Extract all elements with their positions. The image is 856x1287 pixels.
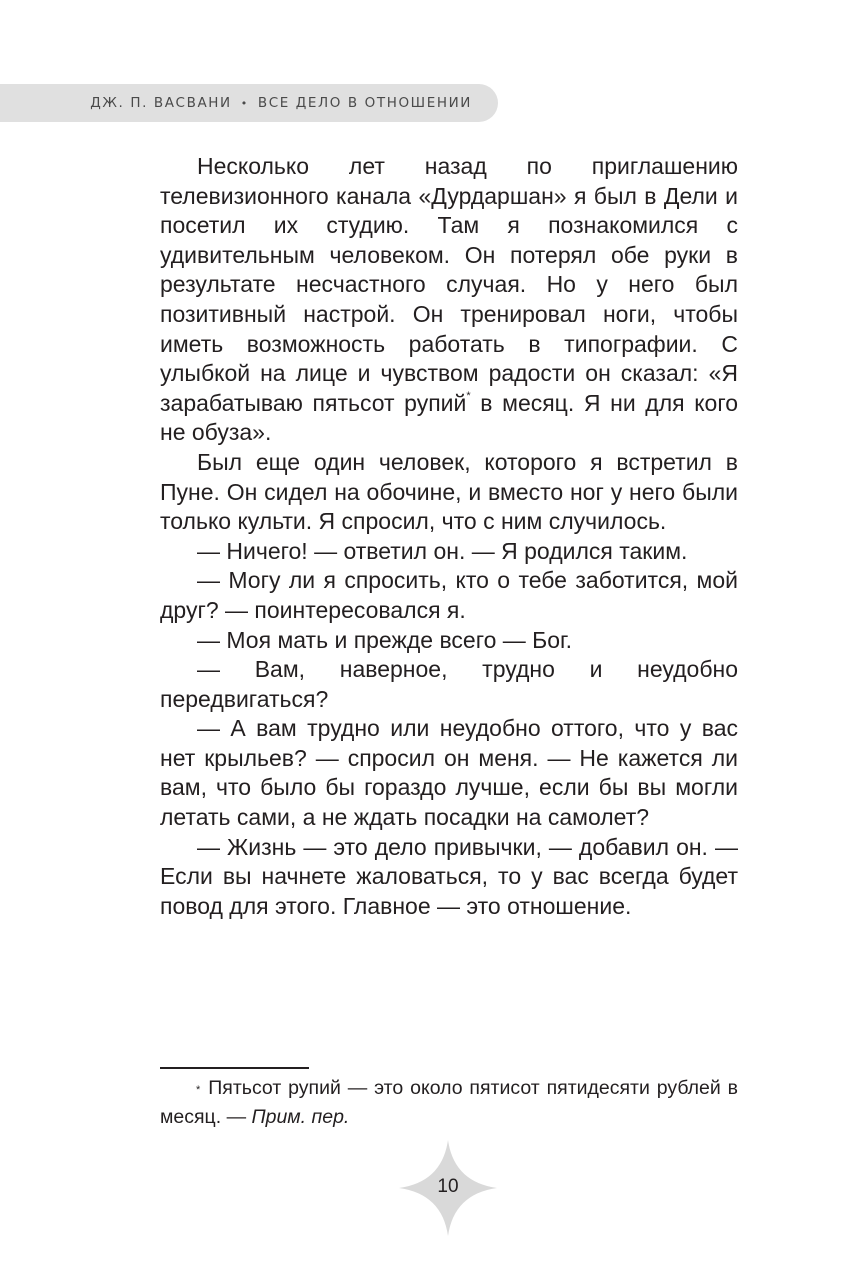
paragraph-4: — Могу ли я спросить, кто о тебе заботится, мой друг? — поинтересовался я. bbox=[160, 567, 738, 623]
body-text bbox=[160, 152, 738, 921]
paragraph-2: Был еще один человек, которого я встретил в Пуне. Он сидел на обочине, и вместо ног у него были только культи. Я спросил, что с ним случилось. bbox=[160, 448, 738, 535]
paragraph-7: — А вам трудно или неудобно оттого, что у вас нет крыльев? — спросил он меня. — Не кажется ли вам, что было бы гораздо лучше, если бы вы могли летать сами, а не ждать посадки на самолет? bbox=[160, 715, 738, 831]
paragraph-6: — Вам, наверное, трудно и неудобно передвигаться? bbox=[160, 656, 738, 712]
footnote-mark: * bbox=[196, 1084, 201, 1096]
paragraph-1-text-a: Несколько лет назад по приглашению телевизионного канала «Дурдаршан» я был в Дели и посетил их студию. Там я познакомился с удивительным человеком. Он потерял обе руки в результате несчастного случая. Но у него был позитивный настрой. Он тренировал ноги, чтобы иметь возможность работать в типографии. С улыбкой на лице и чувством радости он сказал: «Я зарабатываю пятьсот рупий bbox=[160, 153, 738, 416]
footnote-reference: * bbox=[466, 389, 471, 402]
header-book-title: ВСЕ ДЕЛО В ОТНОШЕНИИ bbox=[257, 95, 472, 111]
paragraph-1-text-b: в месяц. Я ни для кого не обуза». bbox=[160, 389, 738, 446]
page-number: 10 bbox=[437, 1176, 459, 1197]
footnote-text: Пятьсот рупий — это около пятисот пятидесяти рублей в месяц. — bbox=[160, 1077, 738, 1128]
paragraph-8: — Жизнь — это дело привычки, — добавил он. — Если вы начнете жаловаться, то у вас всегда будет повод для этого. Главное — это отношение. bbox=[160, 833, 738, 919]
header-separator: • bbox=[240, 97, 249, 110]
running-header bbox=[0, 84, 498, 122]
paragraph-1 bbox=[160, 152, 738, 448]
footnote bbox=[160, 1074, 738, 1132]
running-header-text bbox=[90, 84, 472, 122]
paragraph-5: — Моя мать и прежде всего — Бог. bbox=[197, 626, 573, 653]
paragraph-3: — Ничего! — ответил он. — Я родился таким. bbox=[197, 537, 688, 564]
footnote-divider bbox=[160, 1067, 309, 1069]
footnote-paragraph bbox=[160, 1074, 738, 1132]
header-author: ДЖ. П. ВАСВАНИ bbox=[90, 95, 232, 111]
footnote-translator-note: Прим. пер. bbox=[251, 1106, 350, 1128]
